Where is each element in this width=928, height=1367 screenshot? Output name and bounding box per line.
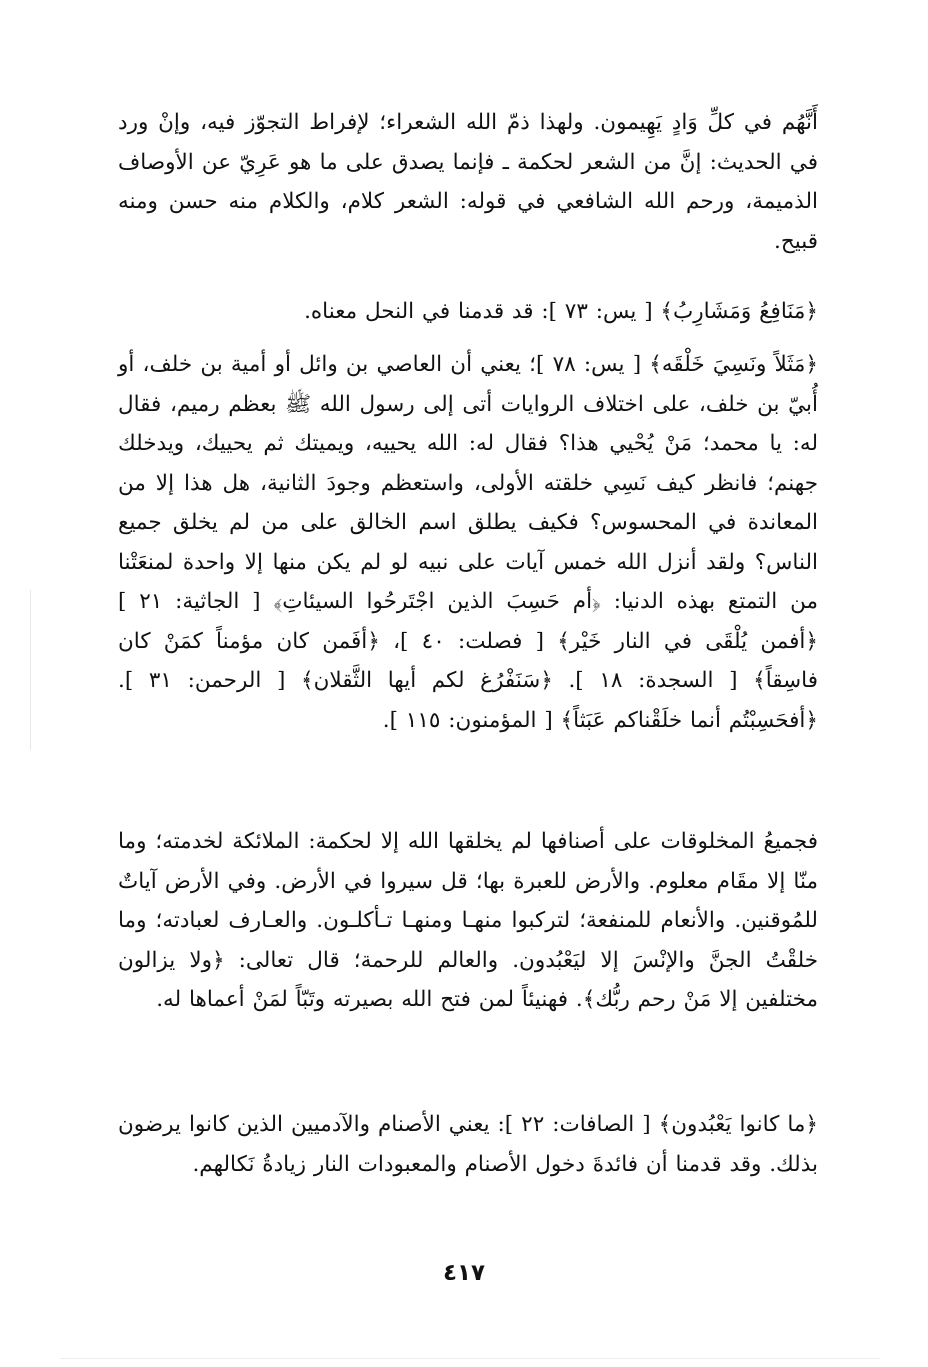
paragraph-example <box>118 345 818 740</box>
paragraph-creation <box>118 822 818 1020</box>
paragraph-text: ﴿مَثَلاً ونَسِيَ خَلْقَه﴾ [ يس: ٧٨ ]؛ يعني أن العاصي بن وائل أو أمية بن خلف، أو أُبيّ بن خلف، على اختلاف الروايات أتى إلى رسول الله ﷺ بعظم رميم، فقال له: يا محمد؛ مَنْ يُحْيي هذا؟ فقال له: الله يحييه، ويميتك ثم يحييك، ويدخلك جهنم؛ فانظر كيف نَسِي خلقته الأولى، واستعظم وجودَ الثانية، هل هذا إلا من المعاندة في المحسوس؟ فكيف يطلق اسم الخالق على من لم يخلق جميع الناس؟ ولقد أنزل الله خمس آيات على نبيه لو لم يكن منها إلا واحدة لمنعَتْنا من التمتع بهذه الدنيا: ﴿أم حَسِبَ الذين اجْتَرحُوا السيئاتِ﴾ [ الجاثية: ٢١ ] ﴿أفمن يُلْقَى في النار خَيْر﴾ [ فصلت: ٤٠ ]، ﴿أفَمن كان مؤمناً كمَنْ كان فاسِقاً﴾ [ السجدة: ١٨ ]. ﴿سَنَفْرُغ لكم أيها الثَّقلان﴾ [ الرحمن: ٣١ ]. ﴿أفحَسِبْتُم أنما خلَقْناكم عَبَثاً﴾ [ المؤمنون: ١١٥ ]. <box>118 352 819 733</box>
paragraph-text: أَنَّهُم في كلِّ وَادٍ يَهِيمون. ولهذا ذمّ الله الشعراء؛ لإفراط التجوّز فيه، وإنْ ورد في الحديث: إنَّ من الشعر لحكمة ـ فإنما يصدق على ما هو عَرِيّ عن الأوصاف الذميمة، ورحم الله الشافعي في قوله: الشعر كلام، والكلام منه حسن ومنه قبيح. <box>118 110 818 254</box>
page-number: ٤١٧ <box>442 1260 486 1286</box>
scan-edge-bottom <box>60 1358 880 1359</box>
paragraph-poets <box>118 103 818 261</box>
paragraph-text: ﴿ما كانوا يَعْبُدون﴾ [ الصافات: ٢٢ ]: يعني الأصنام والآدميين الذين كانوا يرضون بذلك. وقد قدمنا أن فائدةَ دخول الأصنام والمعبودات النار زيادةُ نَكالهم. <box>118 1112 818 1177</box>
scan-edge-left <box>30 590 31 750</box>
paragraph-text: ﴿مَنَافِعُ وَمَشَارِبُ﴾ [ يس: ٧٣ ]: قد قدمنا في النحل معناه. <box>304 299 818 324</box>
paragraph-benefits <box>118 292 818 332</box>
paragraph-text: فجميعُ المخلوقات على أصنافها لم يخلقها الله إلا لحكمة: الملائكة لخدمته؛ وما منّا إلا مقَام معلوم. والأرض للعبرة بها؛ قل سيروا في الأرض. وفي الأرض آياتٌ للمُوقنين. والأنعام للمنفعة؛ لتركبوا منهـا ومنهـا تـأكلـون. والعـارف لعبادته؛ وما خلقْتُ الجنَّ والإنْسَ إلا ليَعْبُدون. والعالم للرحمة؛ قال تعالى: ﴿ولا يزالون مختلفين إلا مَنْ رحم ربُّك﴾. فهنيئاً لمن فتح الله بصيرته وتَبّاً لمَنْ أعماها له. <box>118 829 818 1012</box>
paragraph-worship <box>118 1105 818 1184</box>
